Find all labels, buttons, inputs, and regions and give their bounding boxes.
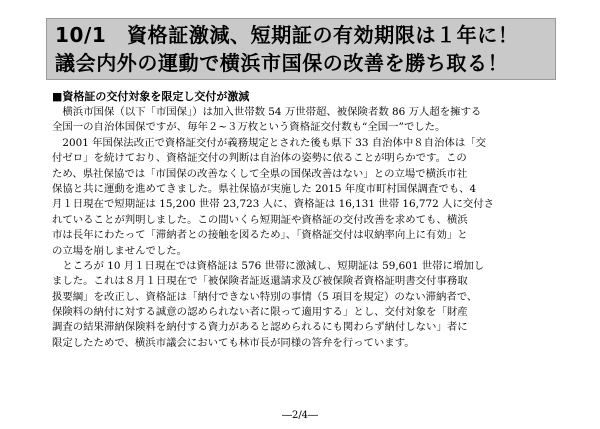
body-line: ところが 10 月１日現在では資格証は 576 世帯に激減し、短期証は 59,601 世帯に増加し (52, 259, 485, 272)
headline-line-2: 議会内外の運動で横浜市国保の改善を勝ち取る！ (55, 51, 509, 75)
body-line: 保険料の納付に対する誠意の認められない者に限って適用する」とし、交付対象を「財産 (52, 306, 468, 319)
headline-line-1: 10/1 資格証激減、短期証の有効期限は１年に！ (55, 23, 519, 47)
body-line: 2001 年国保法改正で資格証交付が義務規定とされた後も県下 33 自治体中８自治体は「交 (52, 136, 487, 149)
body-line: ため、県社保協では「市国保の改善なくして全県の国保改善はない」との立場で横浜市社 (52, 167, 468, 180)
body-line: 限定したためで、横浜市議会においても林市長が同様の答弁を行っています。 (52, 336, 415, 349)
body-line: 月１日現在で短期証は 15,200 世帯 23,723 人に、資格証は 16,131 世帯 16,772 人に交付さ (52, 198, 495, 211)
body-line: 付ゼロ」を続けており、資格証交付の判断は自治体の姿勢に依ることが明らかです。この (52, 152, 467, 165)
section-heading: ■資格証の交付対象を限定し交付が激減 (52, 90, 250, 103)
headline-banner (46, 18, 556, 80)
body-line: 全国一の自治体国保ですが、毎年２~３万枚という資格証交付数も“全国一”でした。 (52, 121, 446, 134)
body-text (52, 105, 564, 351)
body-line: 横浜市国保（以下「市国保」）は加入世帯数 54 万世帯超、被保険者数 86 万人超を擁する (52, 106, 482, 118)
body-line: 市は長年にわたって「滞納者との接触を図るため」、「資格証交付は収納率向上に有効」と (52, 229, 468, 242)
body-line: れていることが判明しました。この間いくら短期証や資格証の交付改善を求めても、横浜 (52, 213, 468, 226)
body-line: 調査の結果滞納保険料を納付する資力があると認められるにも関わらず納付しない」者に (52, 321, 468, 334)
body-line: 扱要綱」を改正し、資格証は「納付できない特別の事情（5 項目を規定）のない滞納者で、 (52, 290, 478, 303)
body-line: の立場を崩しませんでした。 (52, 244, 188, 257)
page-number: ―2/4― (281, 410, 319, 421)
body-line: 保協と共に運動を進めてきました。県社保協が実施した 2015 年度市町村国保調査でも、4 (52, 182, 477, 195)
body-line: ました。これは８月１日現在で「被保険者証返還請求及び被保険者資格証明書交付事務取 (52, 275, 468, 288)
